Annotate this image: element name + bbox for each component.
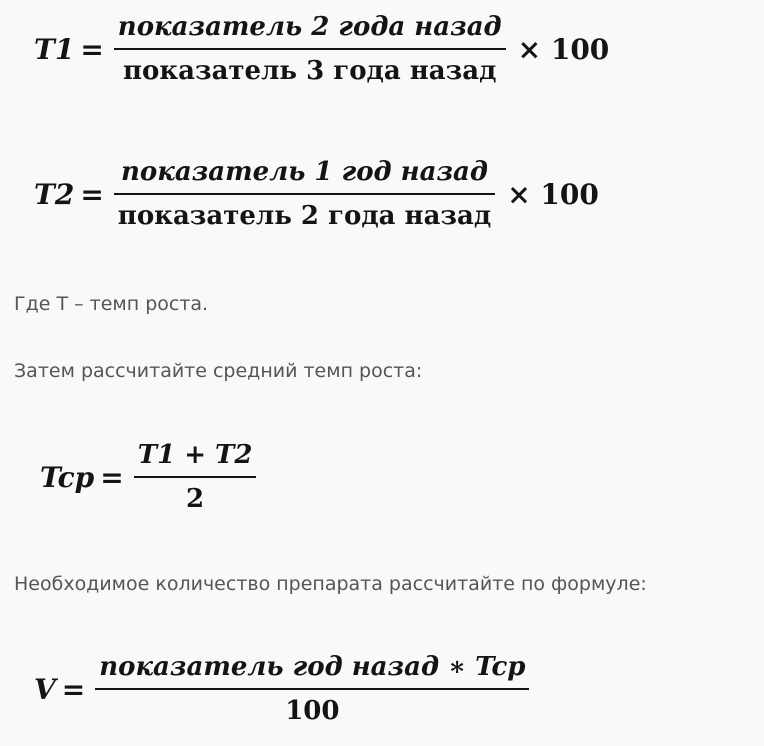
formula-v-denominator: 100 [95, 688, 529, 726]
paragraph-where: Где Т – темп роста. [14, 293, 209, 315]
formula-t2-equals: = [80, 177, 104, 211]
formula-t1-denominator: показатель 3 года назад [114, 48, 506, 86]
formula-t1 [34, 12, 609, 86]
formula-tcp-equals: = [100, 460, 124, 494]
formula-tcp-denominator: 2 [134, 476, 257, 514]
formula-tcp-lhs: Tcp [40, 460, 95, 494]
formula-v-numerator: показатель год назад ∗ Tcp [99, 652, 526, 682]
paragraph-then: Затем рассчитайте средний темп роста: [14, 360, 423, 382]
paragraph-required: Необходимое количество препарата рассчитайте по формуле: [14, 573, 647, 595]
formula-t2 [34, 157, 599, 231]
formula-t1-multiplier: × 100 [517, 32, 610, 66]
formula-t1-lhs: T1 [34, 32, 75, 66]
formula-v-lhs: V [34, 672, 56, 706]
formula-t1-numerator: показатель 2 года назад [117, 12, 502, 42]
formula-v [34, 652, 533, 726]
formula-v-fraction [95, 652, 529, 726]
formula-t1-equals: = [80, 32, 104, 66]
formula-tcp [40, 440, 260, 514]
formula-t2-fraction [114, 157, 495, 231]
formula-t1-fraction [114, 12, 506, 86]
formula-t2-multiplier: × 100 [507, 177, 599, 211]
formula-t2-denominator: показатель 2 года назад [114, 193, 495, 231]
formula-tcp-numerator: T1 + T2 [137, 440, 253, 470]
formula-v-equals: = [61, 672, 86, 706]
formula-t2-lhs: T2 [34, 177, 75, 211]
formula-tcp-fraction [134, 440, 257, 514]
formula-t2-numerator: показатель 1 год назад [121, 157, 488, 187]
